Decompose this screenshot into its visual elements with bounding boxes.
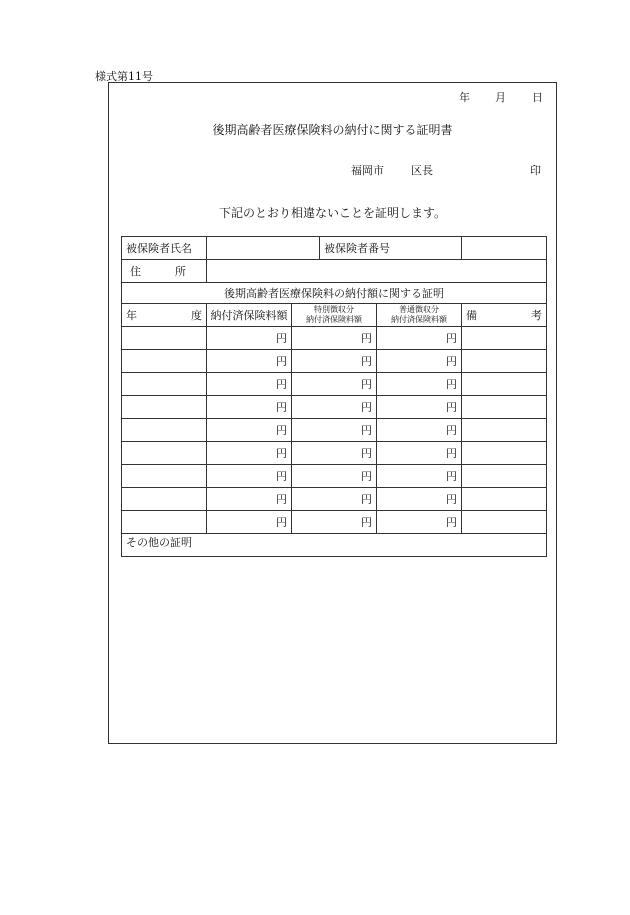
- yen-unit: 円: [361, 516, 372, 529]
- issuer-city: 福岡市: [351, 164, 384, 177]
- certificate-title: 後期高齢者医療保険料の納付に関する証明書: [212, 123, 453, 137]
- table-row: [122, 442, 547, 465]
- paid-amount-cell[interactable]: [207, 442, 292, 465]
- yen-unit: 円: [276, 424, 287, 437]
- address-label-1: 住: [130, 265, 141, 278]
- seal-mark: 印: [530, 164, 541, 177]
- special-amount-cell[interactable]: [292, 419, 377, 442]
- col-year-header: [122, 304, 207, 327]
- paid-amount-cell[interactable]: [207, 511, 292, 534]
- yen-unit: 円: [361, 447, 372, 460]
- certificate-frame: [108, 82, 557, 744]
- insured-row: [122, 237, 547, 260]
- year-cell[interactable]: [122, 419, 207, 442]
- paid-amount-cell[interactable]: [207, 327, 292, 350]
- yen-unit: 円: [276, 447, 287, 460]
- normal-amount-cell[interactable]: [377, 373, 462, 396]
- yen-unit: 円: [446, 378, 457, 391]
- data-rows: [122, 327, 547, 534]
- table-row: [122, 465, 547, 488]
- yen-unit: 円: [446, 516, 457, 529]
- address-label: [122, 260, 207, 283]
- remarks-cell[interactable]: [462, 396, 547, 419]
- remarks-cell[interactable]: [462, 488, 547, 511]
- yen-unit: 円: [361, 424, 372, 437]
- paid-amount-cell[interactable]: [207, 419, 292, 442]
- yen-unit: 円: [361, 470, 372, 483]
- paid-amount-cell[interactable]: [207, 488, 292, 511]
- yen-unit: 円: [361, 378, 372, 391]
- remarks-cell[interactable]: [462, 442, 547, 465]
- paid-amount-cell[interactable]: [207, 350, 292, 373]
- year-cell[interactable]: [122, 350, 207, 373]
- remarks-cell[interactable]: [462, 419, 547, 442]
- issuer-role: 区長: [411, 164, 433, 177]
- col-remarks-1: 備: [466, 309, 477, 322]
- table-row: [122, 327, 547, 350]
- year-cell[interactable]: [122, 465, 207, 488]
- other-certification[interactable]: その他の証明: [122, 534, 547, 557]
- normal-amount-cell[interactable]: [377, 511, 462, 534]
- insured-number-label: 被保険者番号: [320, 237, 462, 260]
- special-amount-cell[interactable]: [292, 511, 377, 534]
- yen-unit: 円: [361, 401, 372, 414]
- address-field[interactable]: [207, 260, 547, 283]
- section-title-row: [122, 283, 547, 304]
- paid-amount-cell[interactable]: [207, 396, 292, 419]
- remarks-cell[interactable]: [462, 327, 547, 350]
- paid-amount-cell[interactable]: [207, 373, 292, 396]
- col-paid-header: 納付済保険料額: [207, 304, 292, 327]
- section-title: 後期高齢者医療保険料の納付額に関する証明: [122, 283, 547, 304]
- table-row: [122, 419, 547, 442]
- column-header-row: [122, 304, 547, 327]
- special-amount-cell[interactable]: [292, 465, 377, 488]
- year-cell[interactable]: [122, 396, 207, 419]
- yen-unit: 円: [361, 355, 372, 368]
- special-amount-cell[interactable]: [292, 350, 377, 373]
- col-special-header: [292, 304, 377, 327]
- certification-statement: 下記のとおり相違ないことを証明します。: [218, 206, 447, 220]
- col-remarks-header: [462, 304, 547, 327]
- table-row: [122, 396, 547, 419]
- normal-amount-cell[interactable]: [377, 488, 462, 511]
- yen-unit: 円: [276, 355, 287, 368]
- yen-unit: 円: [361, 332, 372, 345]
- col-normal-header: [377, 304, 462, 327]
- insured-number-field[interactable]: [462, 237, 547, 260]
- yen-unit: 円: [446, 470, 457, 483]
- address-label-2: 所: [175, 265, 186, 278]
- year-cell[interactable]: [122, 327, 207, 350]
- normal-amount-cell[interactable]: [377, 396, 462, 419]
- yen-unit: 円: [276, 493, 287, 506]
- paid-amount-cell[interactable]: [207, 465, 292, 488]
- remarks-cell[interactable]: [462, 373, 547, 396]
- yen-unit: 円: [276, 332, 287, 345]
- special-amount-cell[interactable]: [292, 373, 377, 396]
- col-year-1: 年: [126, 309, 137, 322]
- special-amount-cell[interactable]: [292, 396, 377, 419]
- normal-amount-cell[interactable]: [377, 442, 462, 465]
- normal-amount-cell[interactable]: [377, 350, 462, 373]
- special-amount-cell[interactable]: [292, 488, 377, 511]
- yen-unit: 円: [446, 493, 457, 506]
- year-cell[interactable]: [122, 488, 207, 511]
- form-number: 様式第11号: [95, 70, 153, 83]
- special-amount-cell[interactable]: [292, 327, 377, 350]
- col-remarks-2: 考: [531, 309, 542, 322]
- normal-amount-cell[interactable]: [377, 465, 462, 488]
- yen-unit: 円: [446, 424, 457, 437]
- insured-name-label: 被保険者氏名: [122, 237, 207, 260]
- other-row: [122, 534, 547, 557]
- col-normal-1: 普通徴収分: [399, 305, 439, 314]
- year-cell[interactable]: [122, 373, 207, 396]
- address-row: [122, 260, 547, 283]
- table-row: [122, 488, 547, 511]
- certificate-table: [121, 236, 547, 557]
- normal-amount-cell[interactable]: [377, 419, 462, 442]
- date-day: 日: [532, 91, 543, 104]
- table-row: [122, 511, 547, 534]
- special-amount-cell[interactable]: [292, 442, 377, 465]
- yen-unit: 円: [446, 355, 457, 368]
- date-year: 年: [459, 91, 470, 104]
- yen-unit: 円: [446, 332, 457, 345]
- table-row: [122, 373, 547, 396]
- col-year-2: 度: [191, 309, 202, 322]
- col-special-1: 特別徴収分: [314, 305, 354, 314]
- remarks-cell[interactable]: [462, 511, 547, 534]
- yen-unit: 円: [446, 401, 457, 414]
- yen-unit: 円: [446, 447, 457, 460]
- yen-unit: 円: [276, 516, 287, 529]
- table-row: [122, 350, 547, 373]
- yen-unit: 円: [276, 401, 287, 414]
- year-cell[interactable]: [122, 442, 207, 465]
- col-normal-2: 納付済保険料額: [391, 315, 447, 324]
- remarks-cell[interactable]: [462, 350, 547, 373]
- yen-unit: 円: [276, 470, 287, 483]
- year-cell[interactable]: [122, 511, 207, 534]
- remarks-cell[interactable]: [462, 465, 547, 488]
- date-month: 月: [495, 91, 506, 104]
- normal-amount-cell[interactable]: [377, 327, 462, 350]
- col-special-2: 納付済保険料額: [306, 315, 362, 324]
- insured-name-field[interactable]: [207, 237, 320, 260]
- yen-unit: 円: [276, 378, 287, 391]
- yen-unit: 円: [361, 493, 372, 506]
